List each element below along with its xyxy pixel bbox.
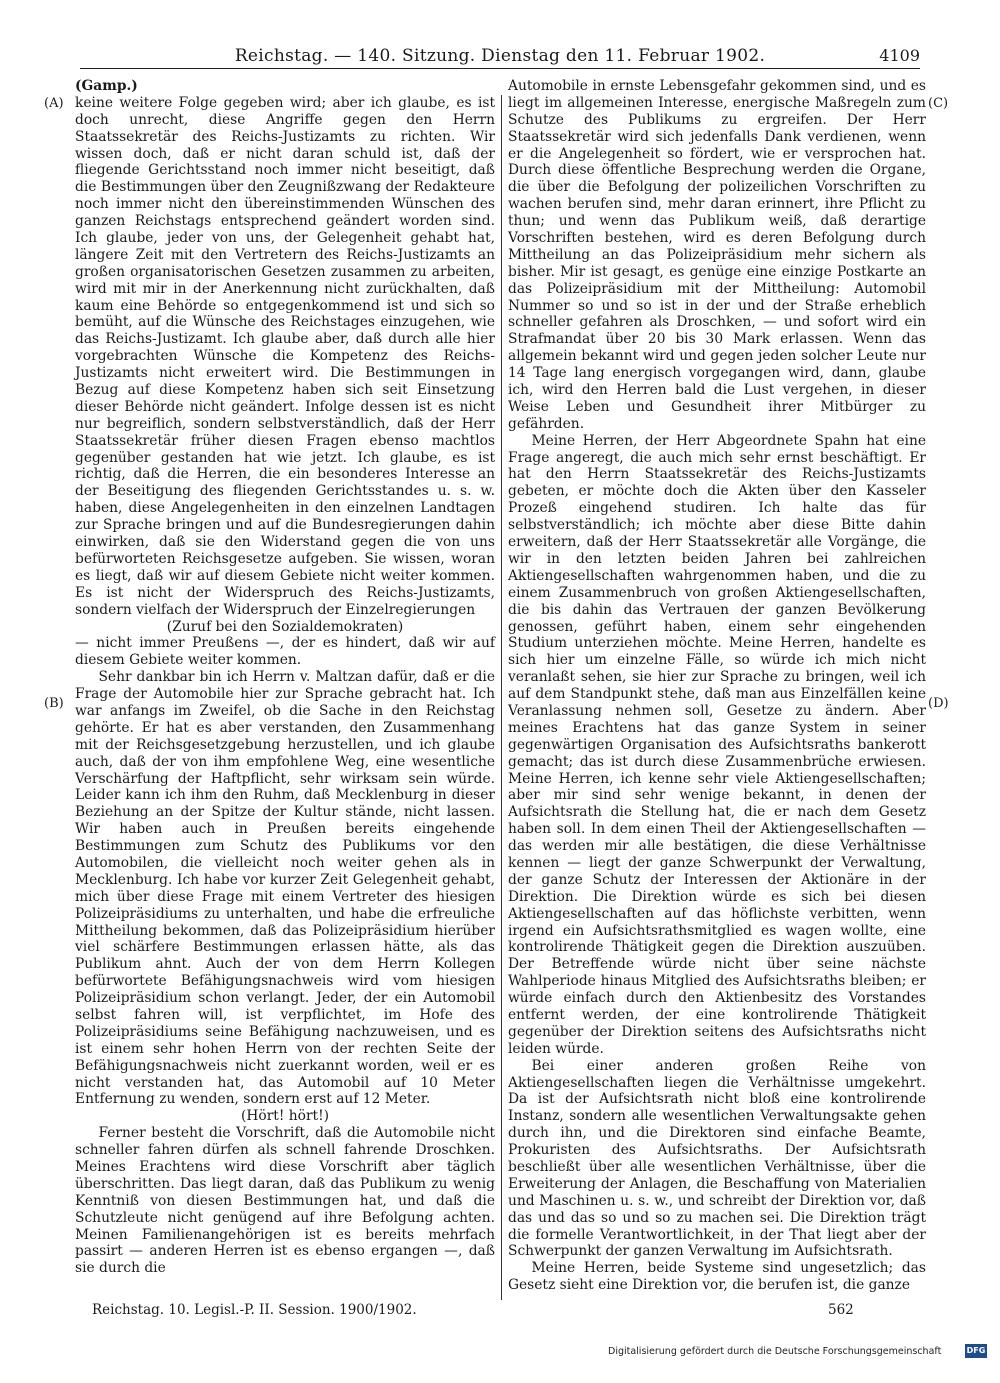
left-column [75,78,495,1277]
interjection: (Hört! hört!) [240,1108,330,1125]
margin-marker-c: (C) [928,96,949,111]
header-rule [80,68,920,69]
paragraph: Meine Herren, beide Systeme sind ungesetzlich; das Gesetz sieht eine Direktion vor, die berufen ist, die ganze [508,1260,926,1294]
running-title: Reichstag. — 140. Sitzung. Dienstag den 11. Februar 1902. [234,46,766,66]
dfg-logo: DFG [965,1344,987,1358]
interjection: (Zuruf bei den Sozialdemokraten) [166,618,404,635]
margin-marker-a: (A) [44,96,64,111]
column-divider [501,95,502,1300]
right-column [508,78,926,1294]
paragraph: Bei einer anderen großen Reihe von Aktiengesellschaften liegen die Verhältnisse umgekehrt. Da ist der Aufsichtsrath nicht bloß eine kontrolirende Instanz, sondern alle wesentlichen Verwaltungsakte gehen durch ihn, und die Direktoren sind einfache Beamte, Prokuristen des Aufsichtsraths. Der Aufsichtsrath beschließt über alle wesentlichen Verhältnisse, über die Erweiterung der Anlagen, die Beschaffung von Materialien und Maschinen u. s. w., und schreibt der Direktion vor, daß das und das so und so zu machen sei. Die Direktion trägt die formelle Verantwortlichkeit, in der That liegt aber der Schwerpunkt der ganzen Verwaltung im Aufsichtsrath. [508,1057,926,1260]
paragraph: Automobile in ernste Lebensgefahr gekommen sind, und es liegt im allgemeinen Interesse, energische Maßregeln zum Schutze des Publikums zu ergreifen. Der Herr Staatssekretär wird sich jedenfalls Dank verdienen, wenn er die Angelegenheit so fördert, wie er versprochen hat. Durch diese öffentliche Besprechung werden die Organe, die über die Befolgung der polizeilichen Vorschriften zu wachen berufen sind, mehr daran erinnert, ihre Pflicht zu thun; und wenn das Publikum weiß, daß derartige Vorschriften bestehen, wird es deren Befolgung durch Mittheilung an das Polizeipräsidium mehr sichern als bisher. Mir ist gesagt, es genüge eine einzige Postkarte an das Polizeipräsidium mit der Mittheilung: Automobil Nummer so und so ist in der und der Straße erheblich schneller gefahren als Droschken, — und sofort wird ein Strafmandat über 20 bis 30 Mark erlassen. Wenn das allgemein bekannt wird und gegen jeden solcher Leute nur 14 Tage lang energisch vorgegangen wird, dann, glaube ich, wird den Herren bald die Lust vergehen, in dieser Weise Leben und Gesundheit ihrer Mitbürger zu gefährden. [508,78,926,432]
footer-sheet-number: 562 [828,1302,854,1318]
paragraph: Ferner besteht die Vorschrift, daß die Automobile nicht schneller fahren dürfen als schnell fahrende Droschken. Meines Erachtens wird diese Vorschrift aber täglich überschritten. Das liegt daran, daß das Publikum zu wenig Kenntniß von diesen Bestimmungen hat, und daß die Schutzleute nicht genügend auf ihre Befolgung achten. Meinen Familienangehörigen ist es bereits mehrfach passirt — anderen Herren ist es ebenso ergangen —, daß sie durch die [75,1125,495,1277]
paragraph: keine weitere Folge gegeben wird; aber ich glaube, es ist doch unrecht, diese Angriffe gegen den Herrn Staatssekretär des Reichs-Justizamts zu richten. Wir wissen doch, daß er nicht daran schuld ist, daß der fliegende Gerichtsstand noch immer nicht beseitigt, daß die Bestimmungen über den Zeugnißzwang der Redakteure noch immer nicht den übereinstimmenden Wünschen des ganzen Reichstags entsprechend geändert worden sind. Ich glaube, jeder von uns, der Gelegenheit gehabt hat, längere Zeit mit den Vertretern des Reichs-Justizamts an großen organisatorischen Gesetzen zusammen zu arbeiten, wird mit mir in der Anerkennung nicht zurückhalten, daß kaum eine Behörde so entgegenkommend ist und sich so bemüht, auf die Wünsche des Reichstages einzugehen, wie das Reichs-Justizamt. Ich glaube aber, daß durch alle hier vorgebrachten Wünsche die Kompetenz des Reichs-Justizamts nicht erweitert wird. Die Bestimmungen in Bezug auf diese Kompetenz haben sich seit Einsetzung dieser Behörde nicht geändert. Infolge dessen ist es nicht nur begreiflich, sondern selbstverständlich, daß der Herr Staatssekretär früher diesen Fragen ebenso machtlos gegenüber gestanden hat wie jetzt. Ich glaube, es ist richtig, daß die Herren, die ein besonderes Interesse an der Beseitigung des fliegenden Gerichtsstandes u. s. w. haben, diese Angelegenheiten in den einzelnen Landtagen zur Sprache bringen und auf die Bundesregierungen dahin einwirken, daß sie den Widerstand gegen die von uns befürworteten Reichsgesetze aufgeben. Sie wissen, woran es liegt, daß wir auf diesem Gebiete nicht weiter kommen. Es ist nicht der Widerspruch des Reichs-Justizamts, sondern vielfach der Widerspruch der Einzelregierungen [75,94,495,618]
speaker-label: (Gamp.) [75,78,138,94]
paragraph: — nicht immer Preußens —, der es hindert, daß wir auf diesem Gebiete weiter kommen. [75,635,495,669]
digitization-credit: Digitalisierung gefördert durch die Deutsche Forschungsgemeinschaft [608,1346,942,1357]
page-header [80,44,920,70]
footer-session-info: Reichstag. 10. Legisl.-P. II. Session. 1900/1902. [92,1302,417,1318]
page-number: 4109 [879,46,920,65]
paragraph: Meine Herren, der Herr Abgeordnete Spahn hat eine Frage angeregt, die auch mich sehr ernst beschäftigt. Er hat den Herrn Staatssekretär des Reichs-Justizamts gebeten, er möchte doch die Akten über den Kasseler Prozeß eingehend studiren. Ich halte das für selbstverständlich; ich möchte aber diese Bitte dahin erweitern, daß der Herr Staatssekretär alle Vorgänge, die wir in den letzten beiden Jahren bei zahlreichen Aktiengesellschaften wahrgenommen haben, und die zu einem Zusammenbruch von großen Aktiengesellschaften, die bis dahin das Vertrauen der ganzen Bevölkerung genossen, geführt haben, einem sehr eingehenden Studium unterziehen möchte. Meine Herren, handelte es sich hier um einzelne Fälle, so würde ich mich nicht veranlaßt sehen, sie hier zur Sprache zu bringen, weil ich auf dem Standpunkt stehe, daß man aus Einzelfällen keine Veranlassung nehmen soll, Gesetze zu ändern. Aber meines Erachtens hat das ganze System in seiner gegenwärtigen Organisation des Aufsichtsraths bankerott gemacht; das ist durch diese Zusammenbrüche erwiesen. Meine Herren, ich kenne sehr viele Aktiengesellschaften; aber mir sind sehr wenige bekannt, in denen der Aufsichtsrath die Stellung hat, die er nach dem Gesetz haben soll. In dem einen Theil der Aktiengesellschaften — das werden mir alle bestätigen, die diese Verhältnisse kennen — liegt der ganze Schwerpunkt der Verwaltung, der ganze Schutz der Interessen der Aktionäre in der Direktion. Die Direktion würde es sich bei diesen Aktiengesellschaften auf das höflichste verbitten, wenn irgend ein Aufsichtsrathsmitglied es wagen wollte, eine kontrolirende Thätigkeit gegen die Direktion auszuüben. Der Betreffende würde nicht über seine nächste Wahlperiode hinaus Mitglied des Aufsichtsraths bleiben; er würde einfach durch den Aktienbesitz des Vorstandes entfernt werden, der eine kontrolirende Thätigkeit gegenüber der Direktion seitens des Aufsichtsraths nicht leiden würde. [508,432,926,1057]
paragraph: Sehr dankbar bin ich Herrn v. Maltzan dafür, daß er die Frage der Automobile hier zur Sprache gebracht hat. Ich war anfangs im Zweifel, ob die Sache in den Reichstag gehörte. Er hat es aber verstanden, den Zusammenhang mit der Reichsgesetzgebung herzustellen, und ich glaube auch, daß der von ihm empfohlene Weg, eine wesentliche Verschärfung der Haftpflicht, sehr wirksam sein würde. Leider kann ich ihm den Ruhm, daß Mecklenburg in dieser Beziehung an der Spitze der Kultur stände, nicht lassen. Wir haben auch in Preußen bereits eingehende Bestimmungen zum Schutz des Publikums vor den Automobilen, die vielleicht noch weiter gehen als in Mecklenburg. Ich habe vor kurzer Zeit Gelegenheit gehabt, mich über diese Frage mit einem Vertreter des hiesigen Polizeipräsidiums zu unterhalten, und habe die erfreuliche Mittheilung bekommen, daß das Polizeipräsidium hierüber viel schärfere Bestimmungen erlassen hätte, als das Publikum ahnt. Auch der von dem Herrn Kollegen befürwortete Befähigungsnachweis wird vom hiesigen Polizeipräsidium schon verlangt. Jeder, der ein Automobil selbst fahren will, ist verpflichtet, im Hofe des Polizeipräsidiums seine Befähigung nachzuweisen, und es ist einem sehr hohen Herrn von der rechten Seite der Befähigungsnachweis nicht zuerkannt worden, weil er es nicht verstanden hat, das Automobil auf 10 Meter Entfernung zu wenden, sondern erst auf 12 Meter. [75,669,495,1108]
margin-marker-d: (D) [928,696,949,711]
margin-marker-b: (B) [44,696,64,711]
